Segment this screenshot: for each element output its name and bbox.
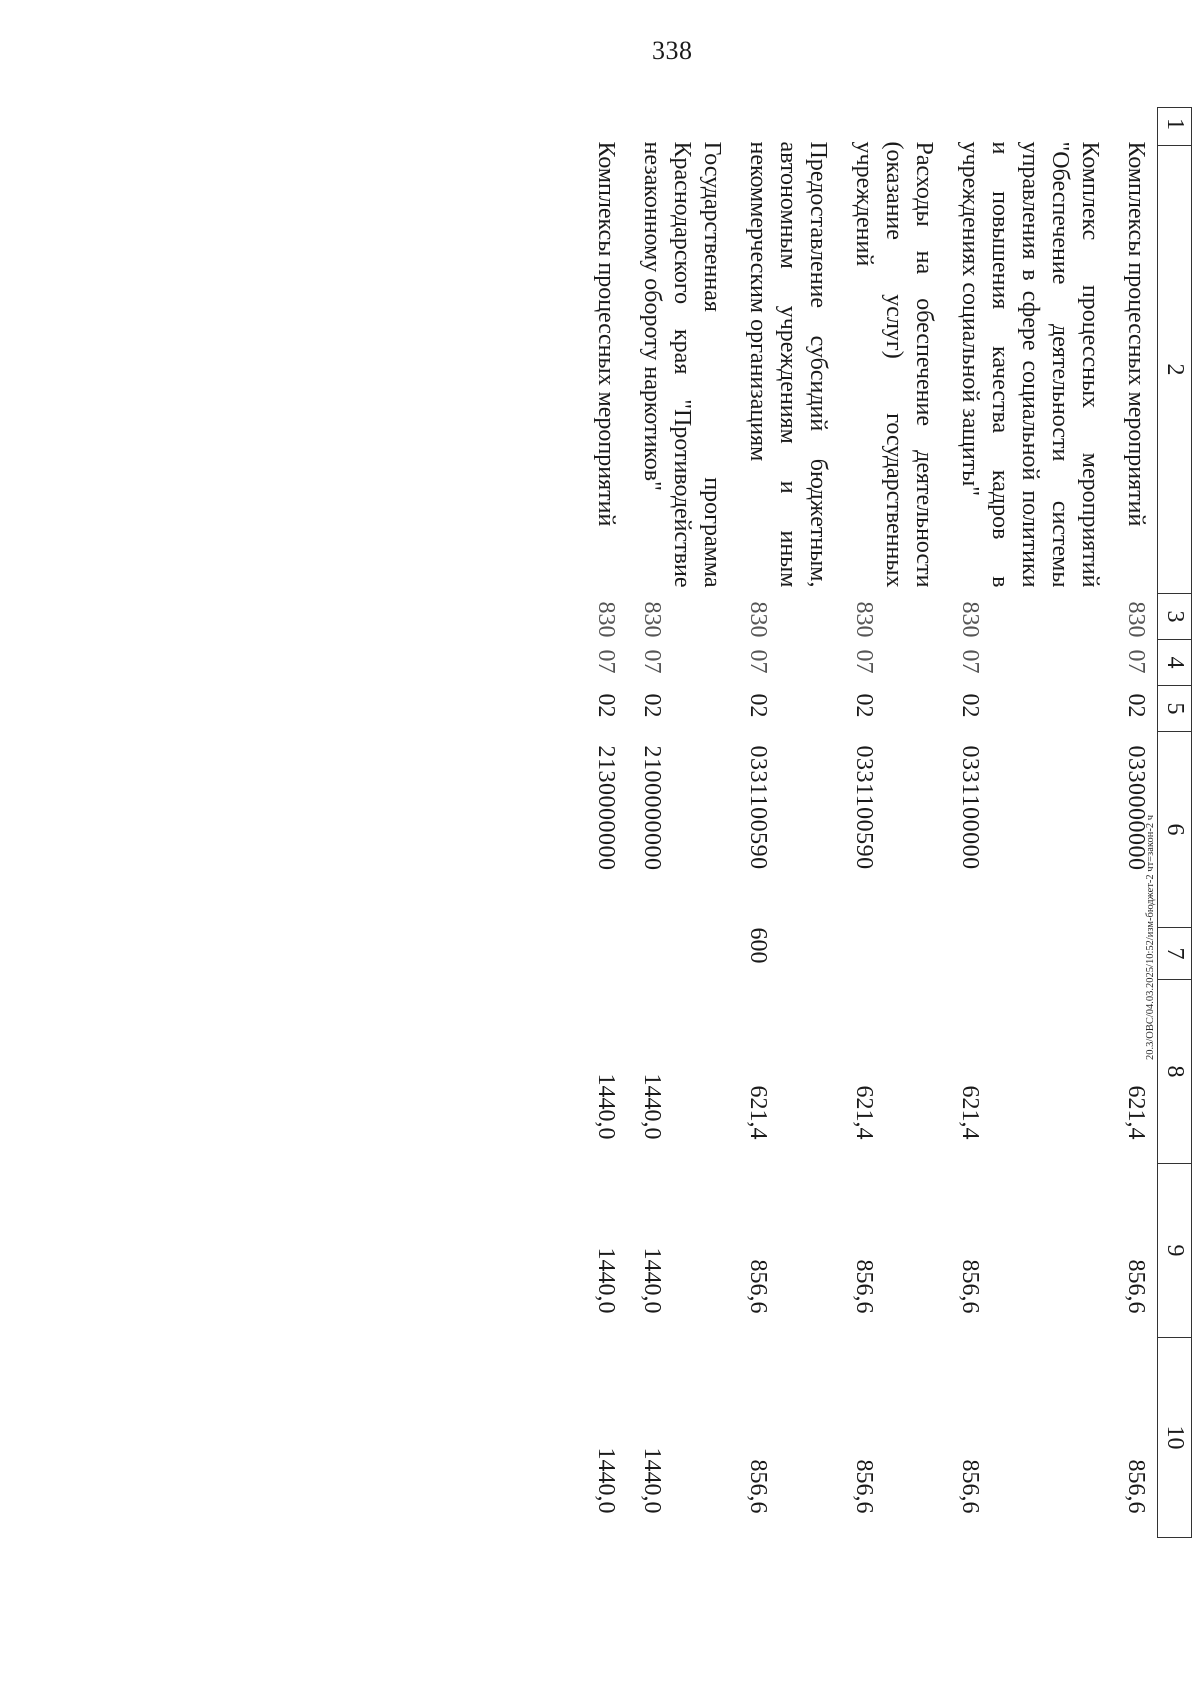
row-value-8: 1440,0 [639, 1073, 665, 1140]
header-col-2: 2 [1158, 146, 1192, 594]
row-name: Комплекс процессных мероприятий "Обеспечение деятельности системы управления в сфере социальной политики и повышения качества кадров в учреждениях социальной защиты" [957, 141, 1103, 588]
row-code-4: 07 [851, 649, 877, 674]
row-code-6: 0331100000 [957, 745, 983, 870]
row-code-5: 02 [851, 693, 877, 718]
row-value-10: 856,6 [957, 1459, 983, 1514]
row-value-8: 1440,0 [593, 1073, 619, 1140]
header-col-1: 1 [1158, 108, 1192, 146]
row-value-9: 856,6 [745, 1259, 771, 1314]
row-code-7 [1111, 928, 1158, 980]
row-code-4: 07 [639, 649, 665, 674]
row-code-5: 02 [639, 693, 665, 718]
footer-note: 20.3/OBC/04.03.2025/10:52/изм-бюджет-2 чт=закон-2 ч [1145, 815, 1156, 1060]
row-code-3: 830 [851, 601, 877, 638]
row-code-7 [839, 928, 945, 980]
header-col-6: 6 [1158, 732, 1192, 928]
page-number: 338 [652, 36, 693, 65]
row-code-3: 830 [593, 601, 619, 638]
table-row [839, 108, 945, 1538]
row-value-9: 856,6 [957, 1259, 983, 1314]
row-value-9: 1440,0 [639, 1247, 665, 1314]
row-code-5: 02 [957, 693, 983, 718]
row-code-5: 02 [593, 693, 619, 718]
row-value-9: 856,6 [1123, 1259, 1149, 1314]
row-value-10: 1440,0 [639, 1447, 665, 1514]
row-code-6: 0330000000 [1123, 745, 1149, 871]
row-code-4: 07 [957, 649, 983, 674]
header-col-8: 8 [1158, 980, 1192, 1164]
row-value-9: 1440,0 [593, 1247, 619, 1314]
row-code-6: 0331100590 [851, 745, 877, 870]
row-code-7 [581, 928, 627, 980]
row-code-3: 830 [639, 601, 665, 638]
row-code-5: 02 [1123, 693, 1149, 718]
header-col-10: 10 [1158, 1338, 1192, 1538]
row-code-3: 830 [745, 601, 771, 638]
row-value-10: 856,6 [851, 1459, 877, 1514]
table-row [581, 108, 627, 1538]
header-col-5: 5 [1158, 686, 1192, 732]
row-name: Предоставление субсидий бюджетным, автономным учреждениям и иным некоммерческим организациям [745, 141, 831, 588]
rotated-table-container [182, 107, 1192, 1537]
table-row [1111, 108, 1158, 1538]
row-value-10: 1440,0 [593, 1447, 619, 1514]
row-value-8: 621,4 [1123, 1085, 1149, 1140]
row-value-8: 621,4 [851, 1085, 877, 1140]
row-code-7: 600 [745, 927, 771, 964]
row-name: Комплексы процессных мероприятий [1123, 141, 1149, 527]
row-value-10: 856,6 [745, 1459, 771, 1514]
header-col-4: 4 [1158, 640, 1192, 686]
row-code-6: 0331100590 [745, 745, 771, 870]
header-col-9: 9 [1158, 1164, 1192, 1338]
row-name: Расходы на обеспечение деятельности (оказание услуг) государственных учреждений [851, 141, 937, 588]
row-code-4: 07 [745, 649, 771, 674]
row-code-7 [627, 928, 733, 980]
row-value-8: 621,4 [957, 1085, 983, 1140]
row-name: Комплексы процессных мероприятий [593, 141, 619, 527]
table-row [733, 108, 839, 1538]
header-row [1158, 108, 1192, 1538]
table-row [945, 108, 1111, 1538]
row-name: Государственная программа Краснодарского края "Противодействие незаконному обороту наркотиков" [639, 141, 725, 588]
row-code-3: 830 [1123, 601, 1149, 638]
row-code-6: 2100000000 [639, 745, 665, 871]
table-row [627, 108, 733, 1538]
row-code-7 [945, 928, 1111, 980]
header-col-7: 7 [1158, 928, 1192, 980]
row-code-5: 02 [745, 693, 771, 718]
row-code-4: 07 [593, 649, 619, 674]
header-col-3: 3 [1158, 594, 1192, 640]
row-value-8: 621,4 [745, 1085, 771, 1140]
row-value-10: 856,6 [1123, 1459, 1149, 1514]
row-code-6: 2130000000 [593, 745, 619, 871]
row-code-4: 07 [1123, 649, 1149, 674]
row-code-3: 830 [957, 601, 983, 638]
row-value-9: 856,6 [851, 1259, 877, 1314]
budget-table [581, 107, 1192, 1538]
